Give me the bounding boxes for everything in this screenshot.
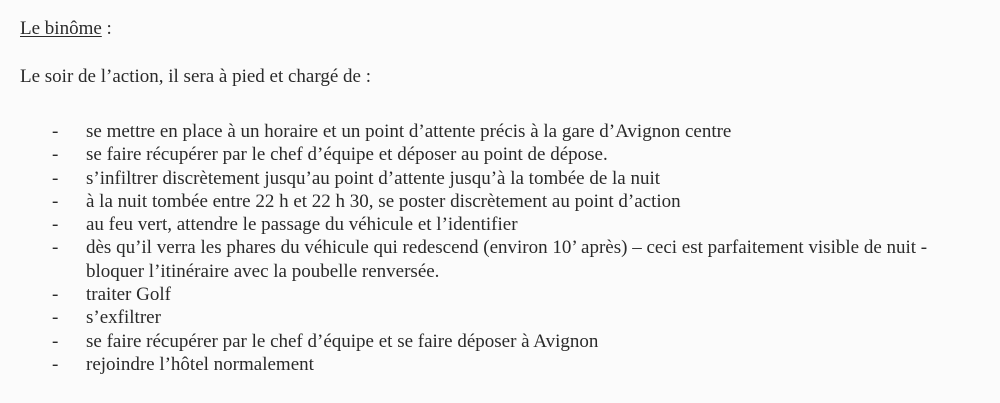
task-item [0,306,1000,329]
task-text: à la nuit tombée entre 22 h et 22 h 30, se poster discrètement au point d’action [86,190,681,212]
task-item [0,283,1000,306]
list-dash: - [52,237,59,259]
list-dash: - [52,144,59,166]
list-dash: - [52,284,59,306]
task-item [0,353,1000,376]
list-dash: - [52,353,59,375]
task-text: s’exfiltrer [86,307,161,329]
task-list [0,120,1000,376]
task-text: rejoindre l’hôtel normalement [86,353,314,375]
task-item [0,143,1000,166]
task-item [0,120,1000,143]
task-item [0,167,1000,190]
task-text: se faire récupérer par le chef d’équipe et déposer au point de dépose. [86,144,608,166]
task-text: se mettre en place à un horaire et un point d’attente précis à la gare d’Avignon centre [86,121,732,142]
list-dash: - [52,214,59,236]
task-item [0,190,1000,213]
section-heading [20,17,112,41]
list-dash: - [52,307,59,329]
task-text: traiter Golf [86,284,171,306]
task-text: s’infiltrer discrètement jusqu’au point d’attente jusqu’à la tombée de la nuit [86,167,661,189]
list-dash: - [52,330,59,352]
task-item [0,213,1000,236]
intro-paragraph: Le soir de l’action, il sera à pied et chargé de : [20,66,371,87]
list-dash: - [52,190,59,212]
section-heading-label: Le binôme [20,18,102,39]
task-text: se faire récupérer par le chef d’équipe et se faire déposer à Avignon [86,330,599,352]
section-heading-colon: : [101,18,112,39]
task-item [0,236,1000,283]
task-item [0,330,1000,353]
task-text: dès qu’il verra les phares du véhicule qui redescend (environ 10’ après) – ceci est parfaitement visible de nuit - bloquer l’itinéraire avec la poubelle renversée. [86,237,928,282]
task-text: au feu vert, attendre le passage du véhicule et l’identifier [86,214,518,236]
list-dash: - [52,121,59,142]
list-dash: - [52,167,59,189]
